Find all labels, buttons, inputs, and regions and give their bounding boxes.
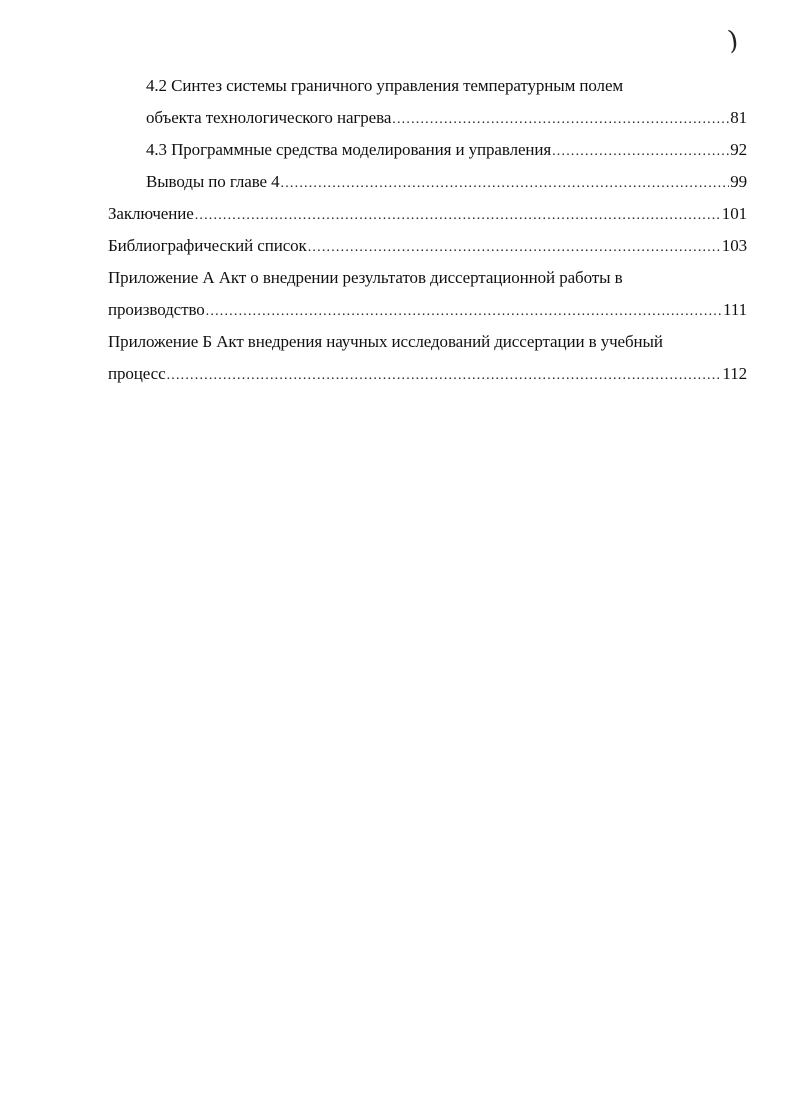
toc-entry-4-2-line-2	[146, 102, 747, 134]
toc-leader-dots	[206, 296, 722, 328]
toc-entry-4-2-line-1	[146, 70, 747, 102]
toc-page-number: 99	[730, 172, 747, 191]
toc-page-number: 92	[730, 140, 747, 159]
toc-entry-conclusions-ch4	[146, 166, 747, 198]
toc-leader-dots	[167, 360, 722, 392]
toc-page-number: 101	[721, 204, 747, 223]
toc-page-number: 103	[721, 236, 747, 255]
toc-entry-text: Библиографический список	[108, 236, 307, 255]
toc-entry-appendix-b-line-1	[108, 326, 747, 358]
toc-entry-bibliography	[108, 230, 747, 262]
toc-page-number: 111	[723, 300, 747, 319]
toc-entry-appendix-a-line-2	[108, 294, 747, 326]
toc-leader-dots	[308, 232, 721, 264]
toc-entry-appendix-b-line-2	[108, 358, 747, 390]
toc-page-number: 112	[722, 364, 747, 383]
toc-entry-text: 4.2 Синтез системы граничного управления температурным полем	[146, 76, 624, 95]
toc-entry-conclusion	[108, 198, 747, 230]
toc-entry-text: 4.3 Программные средства моделирования и управления	[146, 140, 552, 159]
toc-leader-dots	[392, 104, 729, 136]
toc-leader-dots	[552, 136, 729, 168]
toc-entry-text: производство	[108, 300, 205, 319]
toc-leader-dots	[195, 200, 721, 232]
toc-entry-text: Выводы по главе 4	[146, 172, 280, 191]
handwritten-mark: )	[725, 25, 741, 57]
toc-entry-text: объекта технологического нагрева	[146, 108, 392, 127]
toc-entry-text: процесс	[108, 364, 166, 383]
toc-entry-text: Заключение	[108, 204, 194, 223]
toc-entry-text: Приложение Б Акт внедрения научных исследований диссертации в учебный	[108, 332, 663, 351]
toc-entry-4-3	[146, 134, 747, 166]
toc-page-number: 81	[730, 108, 747, 127]
toc-entry-appendix-a-line-1	[108, 262, 747, 294]
toc-leader-dots	[281, 168, 730, 200]
toc-entry-text: Приложение А Акт о внедрении результатов диссертационной работы в	[108, 268, 623, 287]
